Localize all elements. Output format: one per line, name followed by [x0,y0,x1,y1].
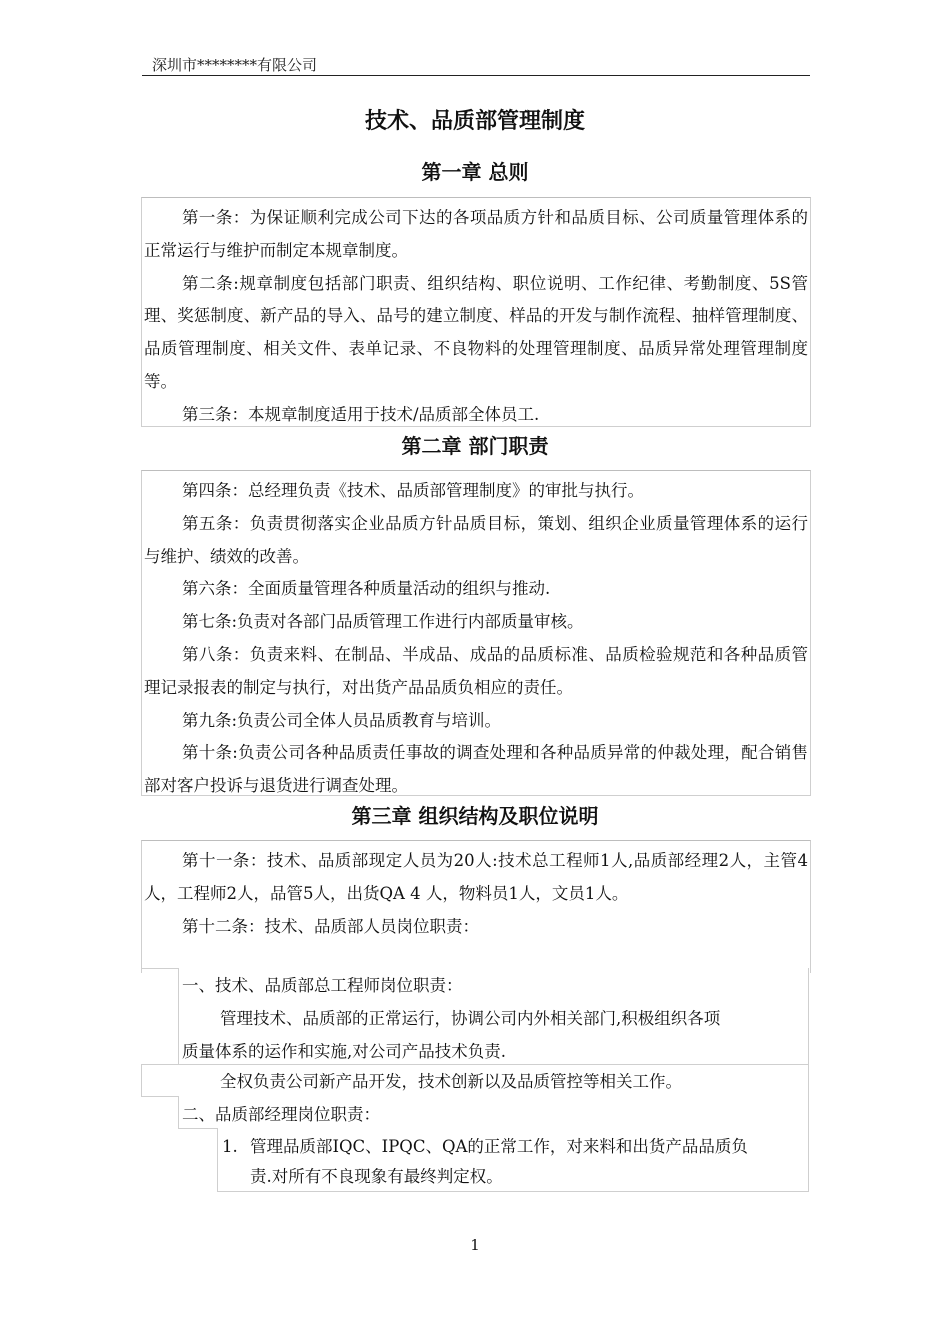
article-12: 第十二条：技术、品质部人员岗位职责： [182,916,479,936]
section-1-line-2: 质量体系的运作和实施,对公司产品技术负责. [182,1042,506,1061]
rule [217,1128,218,1192]
chapter-2-box [141,470,811,796]
chapter-3-title: 第三章 组织结构及职位说明 [351,804,599,828]
article-8: 第八条：负责来料、在制品、半成品、成品的品质标准、品质检验规范和各种品质管理记录报表的制定与执行，对出货产品品质负相应的责任。 [144,644,808,697]
section-1-heading: 一、技术、品质部总工程师岗位职责： [182,976,463,995]
rule [808,968,809,1096]
rule [178,968,179,1064]
rule [141,1064,809,1065]
section-2-item-line-1: 管理品质部IQC、IPQC、QA的正常工作，对来料和出货产品品质负 [250,1137,748,1156]
section-1-line-3: 全权负责公司新产品开发，技术创新以及品质管控等相关工作。 [220,1072,682,1091]
rule [141,968,179,969]
chapter-1-title: 第一章 总则 [421,160,529,184]
header-company: 深圳市********有限公司 [152,56,318,74]
chapter-2-title: 第二章 部门职责 [401,434,549,458]
article-11: 第十一条：技术、品质部现定人员为20人:技术总工程师1人,品质部经理2人，主管4人，工程师2人，品管5人，出货QA 4 人，物料员1人，文员1人。 [144,851,808,903]
section-2-item-number: 1. [222,1137,238,1156]
chapter-1-box [141,197,811,427]
rule [178,1128,218,1129]
article-7: 第七条:负责对各部门品质管理工作进行内部质量审核。 [182,612,584,632]
section-1-line-1: 管理技术、品质部的正常运行，协调公司内外相关部门,积极组织各项 [220,1009,721,1028]
rule [808,1096,809,1192]
article-5: 第五条：负责贯彻落实企业品质方针品质目标，策划、组织企业质量管理体系的运行与维护、绩效的改善。 [144,513,808,566]
article-1: 第一条：为保证顺利完成公司下达的各项品质方针和品质目标、公司质量管理体系的正常运行与维护而制定本规章制度。 [144,208,808,260]
article-4: 第四条：总经理负责《技术、品质部管理制度》的审批与执行。 [182,481,644,500]
page-number: 1 [470,1236,480,1254]
rule [141,1096,179,1097]
article-6: 第六条：全面质量管理各种质量活动的组织与推动. [182,579,551,599]
rule [141,1064,142,1096]
article-10: 第十条:负责公司各种品质责任事故的调查处理和各种品质异常的仲裁处理，配合销售部对客户投诉与退货进行调查处理。 [144,743,808,796]
section-2-heading: 二、品质部经理岗位职责： [182,1105,380,1124]
document-title: 技术、品质部管理制度 [364,109,585,134]
rule [178,1096,179,1128]
article-9: 第九条:负责公司全体人员品质教育与培训。 [182,710,502,730]
section-2-item-line-2: 责.对所有不良现象有最终判定权。 [250,1167,503,1186]
chapter-3-box [141,840,811,973]
header-rule [142,75,810,76]
article-2: 第二条:规章制度包括部门职责、组织结构、职位说明、工作纪律、考勤制度、5S管理、奖惩制度、新产品的导入、品号的建立制度、样品的开发与制作流程、抽样管理制度、品质管理制度、相关文件、表单记录、不良物料的处理管理制度、品质异常处理管理制度等。 [144,273,808,391]
article-3: 第三条：本规章制度适用于技术/品质部全体员工. [182,404,540,424]
